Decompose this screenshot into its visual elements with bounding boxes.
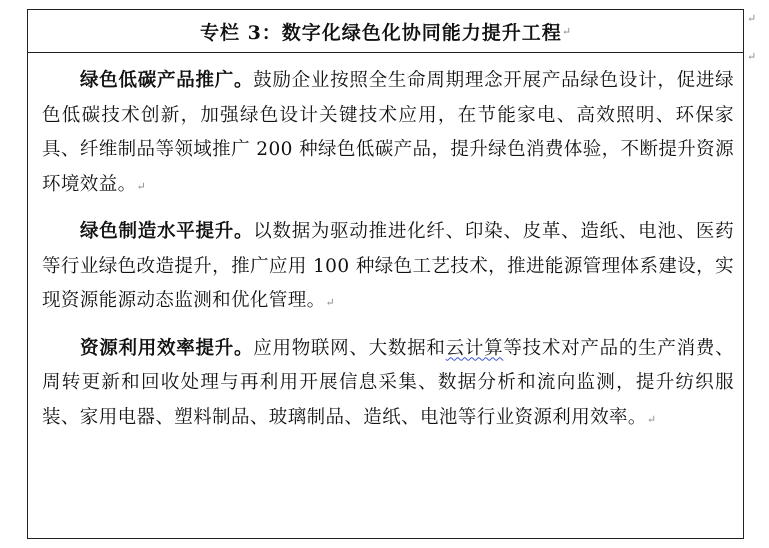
paragraph-resource-efficiency	[42, 332, 734, 438]
paragraph-heading: 资源利用效率提升。	[80, 337, 254, 359]
paragraph-body: 鼓励企业按照全生命周期理念开展产品绿色设计，促进绿色低碳技术创新，加强绿色设计关键技术应用，在节能家电、高效照明、环保家具、纤维制品等领域推广 200 种绿色低碳产品，提升绿色消费体验，不断提升资源环境效益。	[42, 70, 734, 195]
paragraph-green-manufacturing	[42, 215, 734, 321]
paragraph-body: 应用物联网、大数据和	[253, 337, 446, 359]
paragraph-heading: 绿色低碳产品推广。	[80, 70, 254, 91]
paragraph-body: 等技术对产品的生产消费、周转更新和回收处理与再利用开展信息采集、数据分析和流向监测，提升纺织服装、家用电器、塑料制品、玻璃制品、造纸、电池等行业资源利用效率。	[42, 337, 734, 428]
column-content	[42, 64, 734, 448]
paragraph-mark-icon: ↵	[325, 296, 336, 309]
spellcheck-flagged-word[interactable]: 云计算	[445, 337, 504, 359]
paragraph-green-products	[42, 64, 734, 204]
paragraph-mark-icon: ↵	[136, 179, 147, 193]
paragraph-mark-icon: ↵	[646, 412, 657, 426]
paragraph-heading: 绿色制造水平提升。	[80, 221, 254, 242]
paragraph-mark-icon: ↵	[561, 24, 572, 38]
column-box	[27, 9, 744, 539]
row-end-mark-icon: ↵	[747, 50, 757, 63]
paragraph-body: 以数据为驱动推进化纤、印染、皮革、造纸、电池、医药等行业绿色改造提升，推广应用 100 种绿色工艺技术，推进能源管理体系建设，实现资源能源动态监测和优化管理。	[42, 221, 734, 311]
column-header	[28, 10, 743, 53]
column-title: 专栏 3：数字化绿色化协同能力提升工程	[199, 21, 562, 44]
row-end-mark-icon: ↵	[747, 12, 757, 25]
